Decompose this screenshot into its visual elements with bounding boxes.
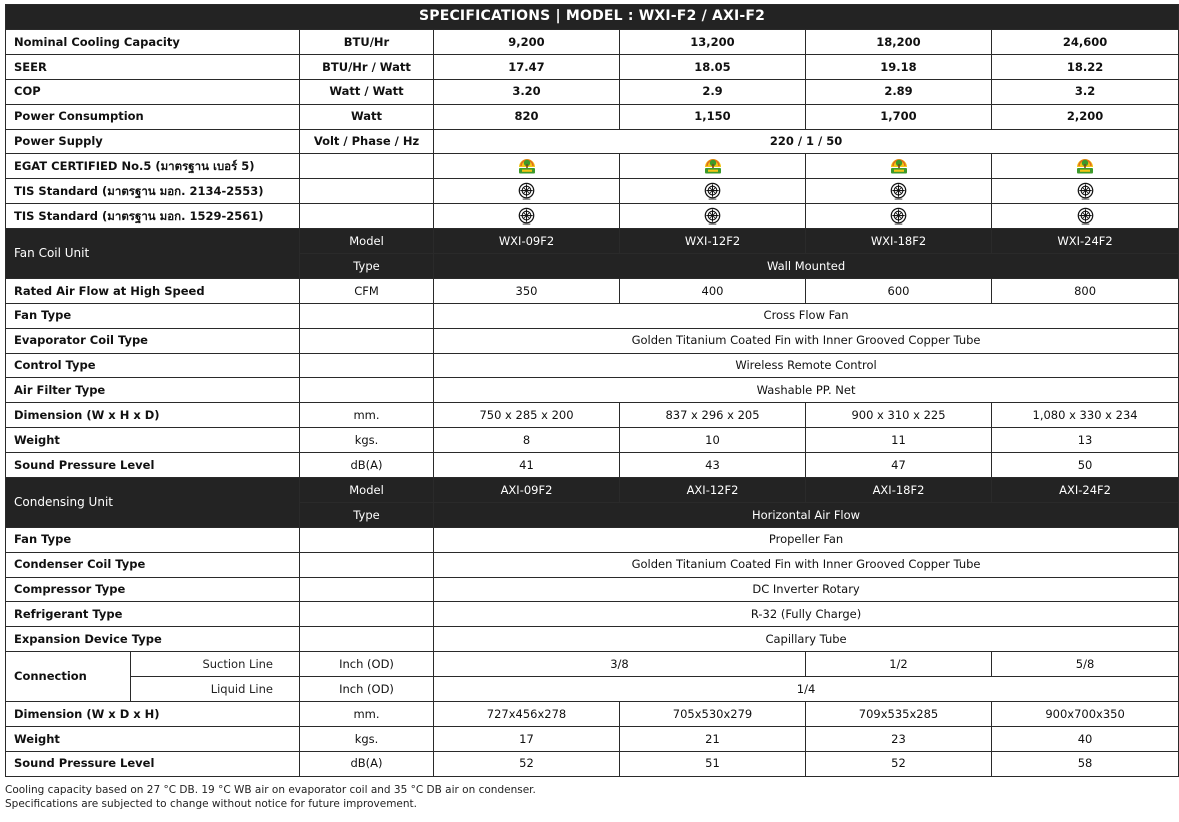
- cell: Washable PP. Net: [434, 378, 1179, 403]
- table-row: [6, 627, 1179, 652]
- row-unit: BTU/Hr: [300, 30, 434, 55]
- section-condensing-unit: Condensing Unit: [6, 478, 300, 528]
- cell: 17.47: [434, 54, 620, 79]
- cell: DC Inverter Rotary: [434, 577, 1179, 602]
- row-unit: [300, 353, 434, 378]
- cell: 11: [806, 428, 992, 453]
- cell: [434, 154, 620, 179]
- cell: 1,150: [620, 104, 806, 129]
- row-label: Condenser Coil Type: [6, 552, 300, 577]
- cell: 19.18: [806, 54, 992, 79]
- cell: 24,600: [992, 30, 1179, 55]
- cell: 23: [806, 726, 992, 751]
- cell: 21: [620, 726, 806, 751]
- row-unit: [300, 154, 434, 179]
- cell: Capillary Tube: [434, 627, 1179, 652]
- row-unit: [300, 179, 434, 204]
- tis-standard-mark-icon: [517, 182, 536, 201]
- model-label: Model: [300, 478, 434, 503]
- cell: 900 x 310 x 225: [806, 403, 992, 428]
- energy-label-no5-icon: [517, 156, 537, 176]
- type-label: Type: [300, 502, 434, 527]
- cell: 3/8: [434, 652, 806, 677]
- cell: 2,200: [992, 104, 1179, 129]
- cell: [806, 154, 992, 179]
- cell: 10: [620, 428, 806, 453]
- table-row: [6, 328, 1179, 353]
- table-row: [6, 278, 1179, 303]
- table-row: [6, 552, 1179, 577]
- model-cell: AXI-12F2: [620, 478, 806, 503]
- table-row: [6, 602, 1179, 627]
- cell: 350: [434, 278, 620, 303]
- row-unit: [300, 204, 434, 229]
- cell: [992, 204, 1179, 229]
- row-label: Compressor Type: [6, 577, 300, 602]
- table-row: [6, 726, 1179, 751]
- table-row: [6, 453, 1179, 478]
- tis-standard-mark-icon: [703, 182, 722, 201]
- cell: 18.22: [992, 54, 1179, 79]
- model-label: Model: [300, 229, 434, 254]
- type-cell: Horizontal Air Flow: [434, 502, 1179, 527]
- table-row: [6, 303, 1179, 328]
- cell: 18,200: [806, 30, 992, 55]
- table-row: [6, 403, 1179, 428]
- table-row: [6, 104, 1179, 129]
- cell: [620, 204, 806, 229]
- table-row: [6, 204, 1179, 229]
- row-unit: Volt / Phase / Hz: [300, 129, 434, 154]
- table-row: [6, 702, 1179, 727]
- cell: [806, 204, 992, 229]
- cell: 1,700: [806, 104, 992, 129]
- cell: 400: [620, 278, 806, 303]
- cell: Golden Titanium Coated Fin with Inner Grooved Copper Tube: [434, 552, 1179, 577]
- table-row: [6, 30, 1179, 55]
- table-row: [6, 353, 1179, 378]
- cell: 837 x 296 x 205: [620, 403, 806, 428]
- table-title: SPECIFICATIONS | MODEL : WXI-F2 / AXI-F2: [6, 5, 1179, 30]
- model-cell: AXI-09F2: [434, 478, 620, 503]
- row-unit: mm.: [300, 403, 434, 428]
- row-unit: [300, 577, 434, 602]
- row-label: Sound Pressure Level: [6, 751, 300, 776]
- cell: [434, 204, 620, 229]
- cell: 52: [434, 751, 620, 776]
- row-unit: Watt / Watt: [300, 79, 434, 104]
- row-label: Expansion Device Type: [6, 627, 300, 652]
- row-label: COP: [6, 79, 300, 104]
- row-label: TIS Standard (มาตรฐาน มอก. 2134-2553): [6, 179, 300, 204]
- row-unit: [300, 552, 434, 577]
- cell: 600: [806, 278, 992, 303]
- title-row: [6, 5, 1179, 30]
- cell: 820: [434, 104, 620, 129]
- row-label: Dimension (W x H x D): [6, 403, 300, 428]
- row-unit: dB(A): [300, 751, 434, 776]
- footnote: Specifications are subjected to change without notice for future improvement.: [5, 797, 417, 810]
- cell: 58: [992, 751, 1179, 776]
- cell: 50: [992, 453, 1179, 478]
- cell: 1/2: [806, 652, 992, 677]
- row-unit: Watt: [300, 104, 434, 129]
- cell: Propeller Fan: [434, 527, 1179, 552]
- type-cell: Wall Mounted: [434, 254, 1179, 279]
- footnote: Cooling capacity based on 27 °C DB. 19 °C WB air on evaporator coil and 35 °C DB air on condenser.: [5, 783, 536, 796]
- cell: 800: [992, 278, 1179, 303]
- energy-label-no5-icon: [1075, 156, 1095, 176]
- table-row: [6, 428, 1179, 453]
- row-unit: [300, 602, 434, 627]
- table-row: [6, 79, 1179, 104]
- row-label: Nominal Cooling Capacity: [6, 30, 300, 55]
- cdu-model-row: [6, 478, 1179, 503]
- cell: Cross Flow Fan: [434, 303, 1179, 328]
- row-label: Refrigerant Type: [6, 602, 300, 627]
- cell: 47: [806, 453, 992, 478]
- cell: [992, 179, 1179, 204]
- model-cell: WXI-09F2: [434, 229, 620, 254]
- row-unit: kgs.: [300, 428, 434, 453]
- row-label: EGAT CERTIFIED No.5 (มาตรฐาน เบอร์ 5): [6, 154, 300, 179]
- table-row: [6, 154, 1179, 179]
- cell: 8: [434, 428, 620, 453]
- row-label: Weight: [6, 428, 300, 453]
- row-label: Weight: [6, 726, 300, 751]
- row-unit: BTU/Hr / Watt: [300, 54, 434, 79]
- row-unit: mm.: [300, 702, 434, 727]
- row-unit: dB(A): [300, 453, 434, 478]
- cell: 1/4: [434, 677, 1179, 702]
- table-row: [6, 54, 1179, 79]
- cell: 52: [806, 751, 992, 776]
- footnotes: [5, 783, 1178, 811]
- cell: 727x456x278: [434, 702, 620, 727]
- section-fan-coil-unit: Fan Coil Unit: [6, 229, 300, 279]
- type-label: Type: [300, 254, 434, 279]
- cell: 13: [992, 428, 1179, 453]
- cell: 709x535x285: [806, 702, 992, 727]
- cell: 17: [434, 726, 620, 751]
- spec-table: [5, 4, 1179, 777]
- table-row: [6, 378, 1179, 403]
- model-cell: WXI-18F2: [806, 229, 992, 254]
- energy-label-no5-icon: [889, 156, 909, 176]
- cell: 9,200: [434, 30, 620, 55]
- cell: 900x700x350: [992, 702, 1179, 727]
- cell: 220 / 1 / 50: [434, 129, 1179, 154]
- cell: 750 x 285 x 200: [434, 403, 620, 428]
- cell: R-32 (Fully Charge): [434, 602, 1179, 627]
- liquid-line-label: Liquid Line: [131, 677, 300, 702]
- row-label: Evaporator Coil Type: [6, 328, 300, 353]
- cell: [992, 154, 1179, 179]
- cell: 3.20: [434, 79, 620, 104]
- row-label: Sound Pressure Level: [6, 453, 300, 478]
- connection-suction-row: [6, 652, 1179, 677]
- cell: 41: [434, 453, 620, 478]
- cell: 5/8: [992, 652, 1179, 677]
- cell: [434, 179, 620, 204]
- row-label: SEER: [6, 54, 300, 79]
- row-unit: Inch (OD): [300, 652, 434, 677]
- cell: 18.05: [620, 54, 806, 79]
- row-label: Air Filter Type: [6, 378, 300, 403]
- table-row: [6, 527, 1179, 552]
- row-label: Rated Air Flow at High Speed: [6, 278, 300, 303]
- row-unit: CFM: [300, 278, 434, 303]
- cell: [620, 179, 806, 204]
- table-row: [6, 577, 1179, 602]
- row-unit: Inch (OD): [300, 677, 434, 702]
- connection-label: Connection: [6, 652, 131, 702]
- tis-standard-mark-icon: [1076, 207, 1095, 226]
- cell: 51: [620, 751, 806, 776]
- cell: Golden Titanium Coated Fin with Inner Grooved Copper Tube: [434, 328, 1179, 353]
- table-row: [6, 129, 1179, 154]
- fcu-model-row: [6, 229, 1179, 254]
- cell: 2.9: [620, 79, 806, 104]
- cell: 1,080 x 330 x 234: [992, 403, 1179, 428]
- cell: 3.2: [992, 79, 1179, 104]
- model-cell: WXI-24F2: [992, 229, 1179, 254]
- model-cell: AXI-24F2: [992, 478, 1179, 503]
- row-label: Control Type: [6, 353, 300, 378]
- row-label: TIS Standard (มาตรฐาน มอก. 1529-2561): [6, 204, 300, 229]
- connection-liquid-row: [6, 677, 1179, 702]
- suction-line-label: Suction Line: [131, 652, 300, 677]
- row-unit: [300, 328, 434, 353]
- cell: [806, 179, 992, 204]
- row-label: Fan Type: [6, 527, 300, 552]
- cell: 43: [620, 453, 806, 478]
- cell: Wireless Remote Control: [434, 353, 1179, 378]
- spec-sheet: [5, 4, 1178, 811]
- row-unit: kgs.: [300, 726, 434, 751]
- row-unit: [300, 303, 434, 328]
- tis-standard-mark-icon: [889, 207, 908, 226]
- tis-standard-mark-icon: [703, 207, 722, 226]
- model-cell: AXI-18F2: [806, 478, 992, 503]
- tis-standard-mark-icon: [889, 182, 908, 201]
- row-label: Dimension (W x D x H): [6, 702, 300, 727]
- table-row: [6, 751, 1179, 776]
- row-unit: [300, 627, 434, 652]
- tis-standard-mark-icon: [1076, 182, 1095, 201]
- cell: 705x530x279: [620, 702, 806, 727]
- energy-label-no5-icon: [703, 156, 723, 176]
- tis-standard-mark-icon: [517, 207, 536, 226]
- cell: 2.89: [806, 79, 992, 104]
- table-row: [6, 179, 1179, 204]
- row-unit: [300, 378, 434, 403]
- cell: 40: [992, 726, 1179, 751]
- row-label: Power Consumption: [6, 104, 300, 129]
- row-label: Power Supply: [6, 129, 300, 154]
- row-label: Fan Type: [6, 303, 300, 328]
- cell: [620, 154, 806, 179]
- cell: 13,200: [620, 30, 806, 55]
- row-unit: [300, 527, 434, 552]
- model-cell: WXI-12F2: [620, 229, 806, 254]
